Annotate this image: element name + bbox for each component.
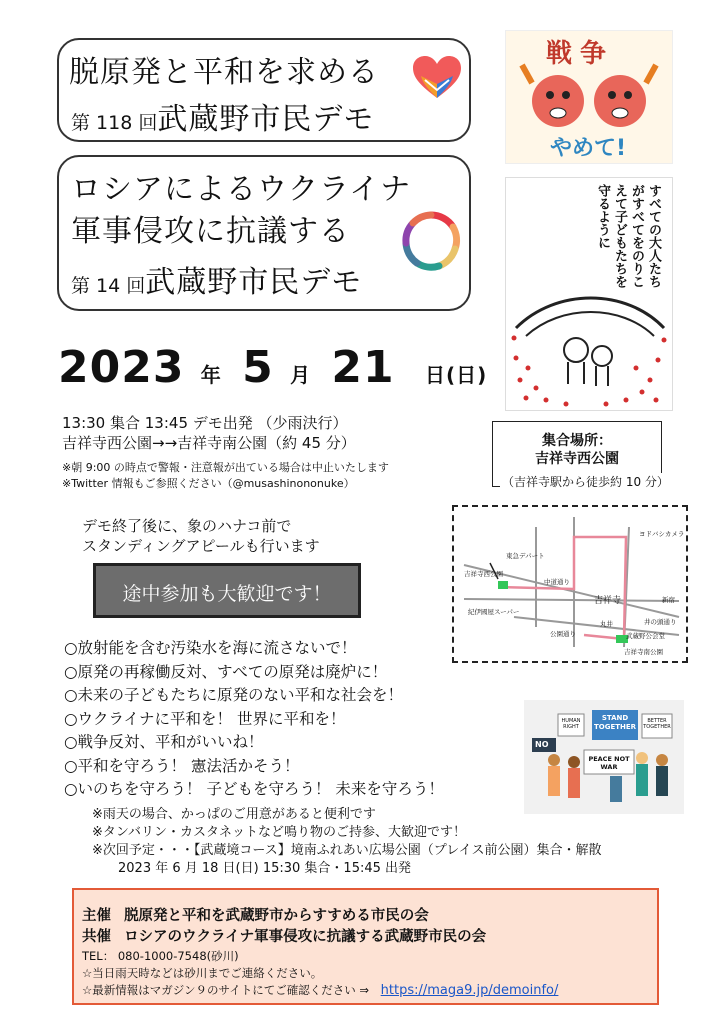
date-month: 5: [242, 342, 274, 393]
schedule-line2: 吉祥寺西公園→→吉祥寺南公園（約 45 分）: [62, 434, 356, 452]
tip-item: ※タンバリン・カスタネットなど鳴り物のご持参、大歓迎です！: [92, 825, 466, 840]
meeting-label: 集合場所：: [542, 433, 612, 449]
sign-better-together: BETTER TOGETHER: [643, 718, 671, 730]
protect-children-illustration: [505, 177, 673, 411]
map-label-tokyu: 東急デパート: [506, 552, 545, 560]
appeal-line2: スタンディングアピールも行います: [82, 537, 320, 555]
title2-line1: ロシアによるウクライナ: [71, 172, 412, 207]
welcome-text: 途中参加も大歓迎です！: [122, 583, 332, 605]
welcome-box: [93, 563, 361, 618]
hands-ring-icon: [399, 209, 463, 273]
map-label-inokashira: 井の頭通り: [644, 618, 677, 626]
latest-info-line: [82, 982, 558, 998]
date-month-unit: 月: [290, 363, 312, 387]
route-map: [452, 505, 688, 663]
date-year: 2023: [58, 342, 185, 393]
hands-and-children-icon: [506, 288, 672, 410]
demo-name: 武蔵野市民デモ: [157, 102, 375, 137]
map-label-shinjuku: 新宿: [662, 596, 675, 604]
tip-item: 2023 年 6 月 18 日(日) 15:30 集合・15:45 出発: [118, 861, 412, 876]
coorganizer-label: 共催: [82, 929, 111, 945]
map-label-koen-dori: 公園通り: [550, 630, 576, 638]
title2-line2: 軍事侵攻に抗議する: [71, 214, 350, 249]
map-label-minami-park: 吉祥寺南公園: [624, 648, 663, 656]
coorganizer-name: ロシアのウクライナ軍事侵攻に抗議する武蔵野市民の会: [124, 929, 487, 945]
stop-text: やめて!: [550, 136, 627, 161]
cancel-note: ※朝 9:00 の時点で警報・注意報が出ている場合は中止いたします: [62, 461, 389, 474]
schedule-line1: 13:30 集合 13:45 デモ出発 （少雨決行）: [62, 414, 348, 432]
event-date: [58, 342, 487, 393]
latest-info-note: ☆最新情報はマガジン９のサイトにてご確認ください ⇒: [82, 983, 370, 997]
date-day: 21: [331, 342, 395, 393]
coorganizer-line: [82, 925, 486, 946]
date-day-unit: 日(日): [424, 363, 488, 387]
map-label-marui: 丸井: [600, 620, 613, 628]
slogan-item: ○未来の子どもたちに原発のない平和な社会を！: [64, 686, 404, 704]
meeting-place: 吉祥寺西公園: [535, 451, 619, 467]
slogan-list: [64, 637, 444, 802]
map-label-kichijoji: 吉祥寺: [594, 596, 622, 606]
slogan-item: ○放射能を含む汚染水を海に流さないで！: [64, 639, 357, 657]
slogan-item: ○いのちを守ろう！ 子どもを守ろう！ 未来を守ろう！: [64, 780, 444, 798]
no-war-illustration: [505, 30, 673, 164]
heart-hands-icon: [411, 54, 463, 102]
contact-tel: TEL： 080-1000-7548(砂川): [82, 949, 239, 963]
map-label-kinokuniya: 紀伊國屋スーパー: [468, 608, 520, 616]
sign-human-right: HUMAN RIGHT: [561, 718, 581, 730]
organizer-label: 主催: [82, 908, 111, 924]
organizer-line: [82, 904, 429, 925]
map-label-nakamichi: 中道通り: [544, 578, 570, 586]
map-label-kokaido: 武蔵野公会堂: [626, 632, 665, 640]
title-box-2: [57, 155, 471, 311]
rain-note: ☆当日雨天時などは砂川までご連絡ください。: [82, 966, 323, 980]
tip-item: ※次回予定・・・【武蔵境コース】境南ふれあい広場公園（プレイス前公園）集合・解散: [92, 843, 602, 858]
protesters-illustration: [524, 700, 684, 814]
slogan-item: ○戦争反対、平和がいいね！: [64, 733, 264, 751]
meeting-access: （吉祥寺駅から徒歩約 10 分）: [502, 475, 669, 489]
protect-children-text: すべての大人たちがすべてをのりこえて子どもたちを守るように: [595, 184, 661, 288]
map-label-nishi-park: 吉祥寺西公園: [464, 570, 503, 578]
organizer-box: [72, 888, 659, 1005]
organizer-name: 脱原発と平和を武蔵野市からすすめる市民の会: [124, 908, 429, 924]
tip-item: ※雨天の場合、かっぱのご用意があると便利です: [92, 807, 376, 822]
title2-line3: [71, 257, 362, 301]
title-box-1: [57, 38, 471, 142]
tips-list: [92, 806, 601, 878]
twitter-note: ※Twitter 情報もご参照ください（@musashinononuke）: [62, 477, 355, 490]
demo-info-link[interactable]: https://maga9.jp/demoinfo/: [380, 983, 559, 998]
date-year-unit: 年: [200, 363, 222, 387]
title1-line2: [71, 94, 374, 138]
appeal-line1: デモ終了後に、象のハナコ前で: [82, 517, 292, 535]
title1-line1: 脱原発と平和を求める: [69, 55, 379, 90]
slogan-item: ○原発の再稼働反対、すべての原発は廃炉に！: [64, 662, 388, 681]
demo-number-118: 第 118 回: [71, 112, 158, 134]
sign-no: NO: [535, 740, 549, 749]
slogan-item: ○ウクライナに平和を！ 世界に平和を！: [64, 709, 346, 728]
demo-name-2: 武蔵野市民デモ: [145, 265, 363, 300]
sign-stand-together: STAND TOGETHER: [594, 714, 637, 731]
no-war-text: 戦争: [546, 39, 615, 69]
map-label-yodobashi: ヨドバシカメラ: [639, 530, 685, 538]
slogan-item: ○平和を守ろう！ 憲法活かそう！: [64, 756, 300, 775]
children-faces-icon: [516, 63, 662, 133]
sign-peace: PEACE NOT WAR: [588, 755, 630, 771]
demo-number-14: 第 14 回: [71, 275, 146, 297]
